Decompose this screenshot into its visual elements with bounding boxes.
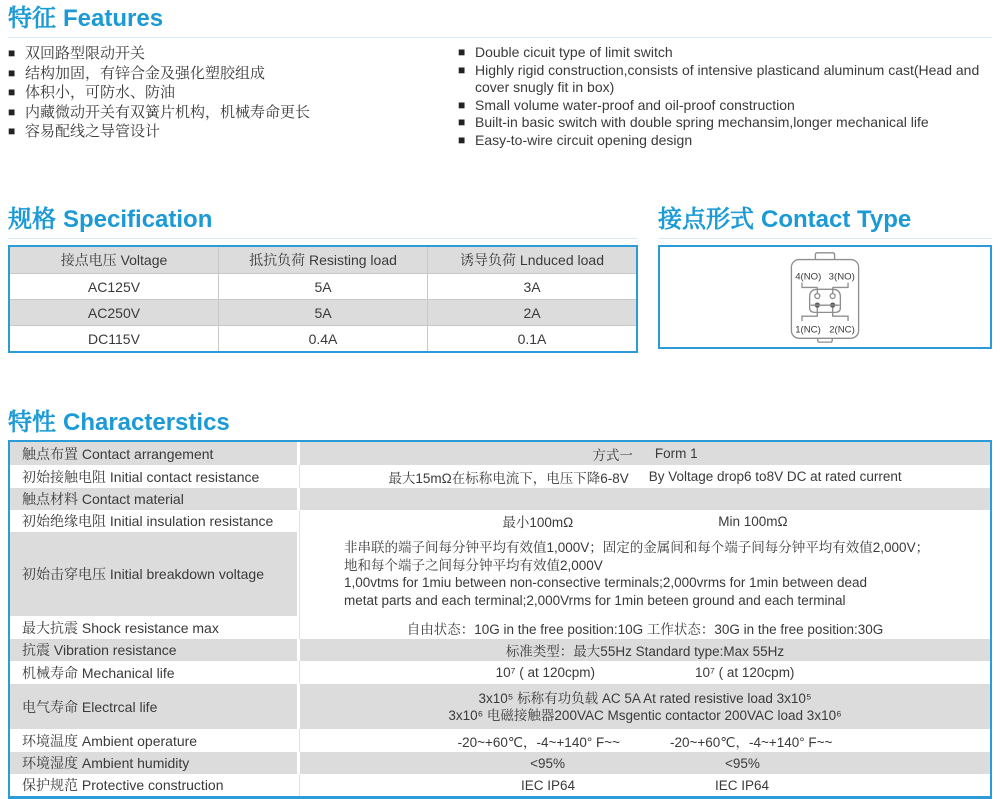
char-row-label: 最大抗震 Shock resistance max xyxy=(10,616,300,639)
feature-item-cn xyxy=(8,64,458,84)
feature-item-en-label: Small volume water-proof and oil-proof construction xyxy=(475,96,795,113)
spec-data-row xyxy=(10,325,636,351)
char-row-value xyxy=(299,510,990,532)
char-value-line: 1,00vtms for 1miu between non-consective terminals;2,000vrms for 1min between dead xyxy=(344,575,868,590)
char-value-en: <95% xyxy=(725,755,760,771)
feature-item-en-label: Double cicuit type of limit switch xyxy=(475,44,673,60)
characteristics-table xyxy=(8,440,992,799)
specification-title-en: Specification xyxy=(63,206,213,233)
char-row-value xyxy=(299,774,990,796)
spec-header-cell: 抵抗负荷 Resisting load xyxy=(218,247,427,273)
char-row-label: 触点布置 Contact arrangement xyxy=(10,442,300,465)
square-bullet-icon: ■ xyxy=(458,132,466,147)
char-value-text: 标准类型：最大55Hz Standard type:Max 55Hz xyxy=(505,644,785,659)
char-row-value xyxy=(300,639,990,661)
feature-item-cn-label: 体积小，可防水、防油 xyxy=(25,84,176,101)
feature-item-en xyxy=(458,44,992,62)
char-row xyxy=(10,532,990,616)
square-bullet-icon: ■ xyxy=(8,46,16,60)
spec-data-cell: AC125V xyxy=(87,278,141,295)
spec-contact-row xyxy=(8,205,992,353)
features-title xyxy=(8,4,992,38)
char-row xyxy=(10,729,990,752)
square-bullet-icon: ■ xyxy=(458,45,466,59)
char-row-label: 机械寿命 Mechanical life xyxy=(10,661,300,684)
features-section xyxy=(8,4,992,149)
char-value-en: 10⁷ ( at 120cpm) xyxy=(695,665,795,680)
char-value-cn: 最大15mΩ在标称电流下，电压下降6-8V xyxy=(388,470,629,486)
spec-header-row xyxy=(10,247,636,273)
char-row-label: 抗震 Vibration resistance xyxy=(10,639,300,661)
char-row-value xyxy=(299,532,990,616)
char-row xyxy=(10,752,990,774)
contact-type-title xyxy=(658,205,992,239)
characteristics-title xyxy=(8,408,992,440)
char-row-label: 保护规范 Protective construction xyxy=(10,774,300,796)
char-row-value xyxy=(299,616,990,639)
spec-data-row xyxy=(10,273,636,299)
spec-data-cell: AC250V xyxy=(87,304,141,321)
char-row xyxy=(10,661,990,684)
feature-item-cn xyxy=(8,103,458,123)
char-value-en: IEC IP64 xyxy=(715,777,770,793)
char-row-label: 环境湿度 Ambient humidity xyxy=(10,752,300,774)
specification-title xyxy=(8,205,638,239)
contact-type-title-cn: 接点形式 xyxy=(658,206,754,233)
char-row-label: 初始接触电阻 Initial contact resistance xyxy=(10,465,300,488)
char-value-cn: -20~+60℃，-4~+140° F~~ xyxy=(457,734,620,750)
features-list-cn xyxy=(8,44,458,149)
feature-item-cn-label: 双回路型限动开关 xyxy=(25,45,146,62)
characteristics-section xyxy=(8,408,992,799)
features-list-en xyxy=(458,44,992,149)
contact-type-title-en: Contact Type xyxy=(761,206,912,233)
char-row xyxy=(10,442,990,465)
spec-data-row xyxy=(10,299,636,325)
spec-data-cell: 3A xyxy=(427,274,636,299)
spec-data-cell: 5A xyxy=(218,274,427,299)
contact-schematic-icon xyxy=(760,249,890,345)
char-value-cn: <95% xyxy=(530,755,565,771)
feature-item-cn-label: 内藏微动开关有双簧片机构，机械寿命更长 xyxy=(25,103,311,121)
spec-data-cell: 2A xyxy=(427,300,636,325)
char-row xyxy=(10,616,990,639)
char-value-line: 3x10⁵ 标称有功负载 AC 5A At rated resistive load 3x10⁵ xyxy=(478,690,812,706)
features-title-cn: 特征 xyxy=(8,5,56,32)
square-bullet-icon: ■ xyxy=(458,115,466,129)
char-row-value xyxy=(300,488,990,510)
char-value-line: 地和每个端子之间每分钟平均有效值2,000V xyxy=(344,557,603,573)
square-bullet-icon: ■ xyxy=(8,104,16,119)
char-value-en: Min 100mΩ xyxy=(718,513,788,529)
feature-item-cn xyxy=(8,44,458,64)
square-bullet-icon: ■ xyxy=(458,62,466,77)
char-row xyxy=(10,639,990,661)
char-value-line: 3x10⁶ 电磁接触器200VAC Msgentic contactor 200VAC load 3x10⁶ xyxy=(448,707,842,723)
feature-item-cn xyxy=(8,83,458,103)
char-row-value xyxy=(300,442,990,465)
char-value-line: metat parts and each terminal;2,000Vrms for 1min beteen ground and each terminal xyxy=(344,592,846,608)
spec-data-cell: 5A xyxy=(218,300,427,325)
char-value-en: Form 1 xyxy=(654,446,698,461)
char-value-cn: 10⁷ ( at 120cpm) xyxy=(495,665,595,680)
terminal-label-2nc: 2(NC) xyxy=(829,324,855,336)
feature-item-cn-label: 容易配线之导管设计 xyxy=(25,123,161,140)
char-row-value xyxy=(299,661,990,684)
spec-data-cell: 0.1A xyxy=(427,326,636,351)
features-lists xyxy=(8,38,992,149)
char-row xyxy=(10,684,990,729)
char-row-value xyxy=(299,465,990,488)
char-row-label: 初始击穿电压 Initial breakdown voltage xyxy=(10,532,300,616)
char-row xyxy=(10,774,990,796)
char-row-label: 触点材料 Contact material xyxy=(10,488,300,510)
terminal-label-1nc: 1(NC) xyxy=(795,324,821,336)
char-value-en: By Voltage drop6 to8V DC at rated current xyxy=(648,469,902,484)
char-row-value xyxy=(300,684,990,729)
square-bullet-icon: ■ xyxy=(8,65,16,80)
spec-data-cell: DC115V xyxy=(88,330,140,347)
feature-item-en xyxy=(458,97,992,115)
char-value-cn: 最小100mΩ xyxy=(502,515,574,530)
characteristics-title-cn: 特性 xyxy=(8,409,56,436)
spec-header-cell: 接点电压 Voltage xyxy=(60,252,168,268)
specification-title-cn: 规格 xyxy=(8,206,56,233)
feature-item-en-label: Highly rigid construction,consists of intensive plasticand aluminum cast(Head and cover snugly fit in box) xyxy=(475,61,980,95)
char-row xyxy=(10,510,990,532)
char-value-cn: IEC IP64 xyxy=(520,777,575,793)
feature-item-en xyxy=(458,62,992,97)
spec-data-cell: 0.4A xyxy=(218,326,427,351)
specification-section xyxy=(8,205,638,353)
char-row xyxy=(10,465,990,488)
char-value-text: 自由状态：10G in the free position:10G 工作状态：30G in the free position:30G xyxy=(406,621,884,637)
square-bullet-icon: ■ xyxy=(458,97,466,112)
feature-item-en xyxy=(458,114,992,132)
square-bullet-icon: ■ xyxy=(8,124,16,138)
terminal-label-3no: 3(NO) xyxy=(828,271,855,283)
specification-table xyxy=(8,245,638,353)
feature-item-cn xyxy=(8,122,458,142)
characteristics-title-en: Characterstics xyxy=(63,409,230,436)
char-value-en: -20~+60℃，-4~+140° F~~ xyxy=(670,734,833,750)
char-value-line: 非串联的端子间每分钟平均有效值1,000V；固定的金属间和每个端子间每分钟平均有效值2,000V； xyxy=(344,540,930,555)
char-row-label: 初始绝缘电阻 Initial insulation resistance xyxy=(10,510,300,532)
char-row xyxy=(10,488,990,510)
char-row-label: 环境温度 Ambient operature xyxy=(10,729,300,752)
features-title-en: Features xyxy=(63,5,164,32)
feature-item-en-label: Easy-to-wire circuit opening design xyxy=(475,131,693,148)
char-row-label: 电气寿命 Electrcal life xyxy=(10,684,300,729)
contact-diagram-box xyxy=(658,245,992,349)
char-row-value xyxy=(300,752,990,774)
square-bullet-icon: ■ xyxy=(8,85,16,99)
terminal-label-4no: 4(NO) xyxy=(795,271,822,283)
contact-type-section xyxy=(658,205,992,353)
feature-item-en-label: Built-in basic switch with double spring mechansim,longer mechanical life xyxy=(475,114,929,130)
char-row-value xyxy=(299,729,990,752)
char-value-cn: 方式一 xyxy=(592,447,633,463)
feature-item-cn-label: 结构加固，有锌合金及强化塑胶组成 xyxy=(25,64,266,82)
spec-header-cell: 诱导负荷 Lnduced load xyxy=(427,247,636,273)
feature-item-en xyxy=(458,132,992,150)
